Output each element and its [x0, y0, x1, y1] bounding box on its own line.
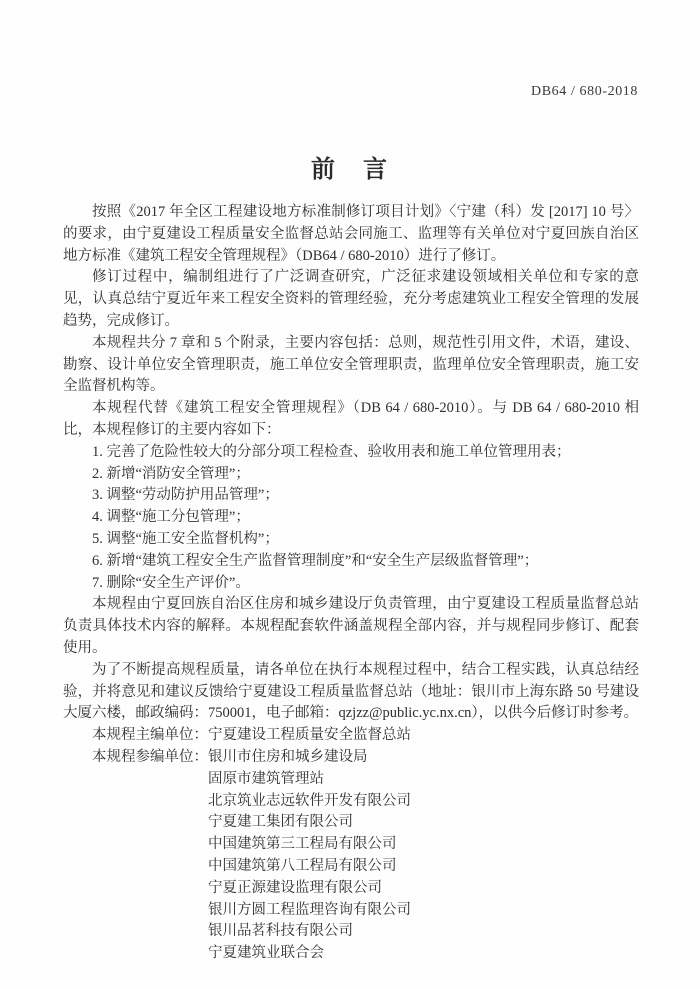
page-title: 前 言: [311, 157, 389, 183]
participant-unit: 银川市住房和城乡建设局: [208, 748, 368, 765]
revision-item-7: 7. 删除“安全生产评价”。: [92, 574, 250, 591]
participant-unit: 固原市建筑管理站: [208, 770, 324, 787]
paragraph-revision-process: 修订过程中，编制组进行了广泛调查研究，广泛征求建设领域相关单位和专家的意见，认真总结宁夏近年来工程安全资料的管理经验，充分考虑建筑业工程安全管理的发展趋势，完成修订。: [63, 269, 639, 329]
chief-editor-label: 本规程主编单位：: [92, 727, 208, 744]
revision-item-3: 3. 调整“劳动防护用品管理”；: [92, 487, 279, 504]
revision-item-2: 2. 新增“消防安全管理”；: [92, 465, 250, 482]
participant-unit: 银川品茗科技有限公司: [208, 923, 353, 940]
paragraph-replacement: 本规程代替《建筑工程安全管理规程》（DB 64 / 680-2010）。与 DB 64 / 680-2010 相比，本规程修订的主要内容如下：: [63, 400, 639, 438]
revision-list: [63, 442, 639, 595]
revision-item-4: 4. 调整“施工分包管理”；: [92, 509, 250, 526]
participant-unit: 北京筑业志远软件开发有限公司: [208, 792, 411, 809]
revision-item-5: 5. 调整“施工安全监督机构”；: [92, 530, 279, 547]
paragraph-management: 本规程由宁夏回族自治区住房和城乡建设厅负责管理，由宁夏建设工程质量监督总站负责具体技术内容的解释。本规程配套软件涵盖规程全部内容，并与规程同步修订、配套使用。: [63, 596, 639, 656]
chief-editor-line: [63, 725, 639, 747]
participant-unit: 宁夏建工集团有限公司: [208, 814, 353, 831]
revision-item-6: 6. 新增“建筑工程安全生产监督管理制度”和“安全生产层级监督管理”；: [92, 552, 539, 569]
document-code: DB64 / 680-2018: [531, 84, 638, 99]
chief-editor-value: 宁夏建设工程质量安全监督总站: [208, 727, 411, 744]
revision-item-1: 1. 完善了危险性较大的分部分项工程检查、验收用表和施工单位管理用表；: [92, 443, 571, 460]
participant-unit: 中国建筑第八工程局有限公司: [208, 857, 397, 874]
participant-unit: 宁夏正源建设监理有限公司: [208, 879, 382, 896]
participants-label: 本规程参编单位：: [92, 748, 208, 765]
paragraph-intro: 按照《2017 年全区工程建设地方标准制修订项目计划》〈宁建（科）发 [2017] 10 号〉的要求，由宁夏建设工程质量安全监督总站会同施工、监理等有关单位对宁夏回族自治区地方标准《建筑工程安全管理规程》（DB64 / 680-2010）进行了修订。: [63, 204, 639, 264]
document-body: [63, 202, 639, 965]
participant-unit: 中国建筑第三工程局有限公司: [208, 836, 397, 853]
participant-unit: 宁夏建筑业联合会: [208, 945, 324, 962]
paragraph-contents: 本规程共分 7 章和 5 个附录，主要内容包括：总则，规范性引用文件，术语，建设、勘察、设计单位安全管理职责，施工单位安全管理职责，监理单位安全管理职责，施工安全监督机构等。: [63, 334, 639, 395]
participant-unit: 银川方圆工程监理咨询有限公司: [208, 901, 411, 918]
paragraph-feedback: 为了不断提高规程质量，请各单位在执行本规程过程中，结合工程实践，认真总结经验，并将意见和建议反馈给宁夏建设工程质量监督总站（地址：银川市上海东路 50 号建设大厦六楼，邮政编码：750001，电子邮箱：qzjzz@public.yc.nx.cn），以供今后修订时参考。: [63, 661, 639, 722]
participants-list: [208, 747, 639, 965]
participants-block: [63, 747, 639, 965]
